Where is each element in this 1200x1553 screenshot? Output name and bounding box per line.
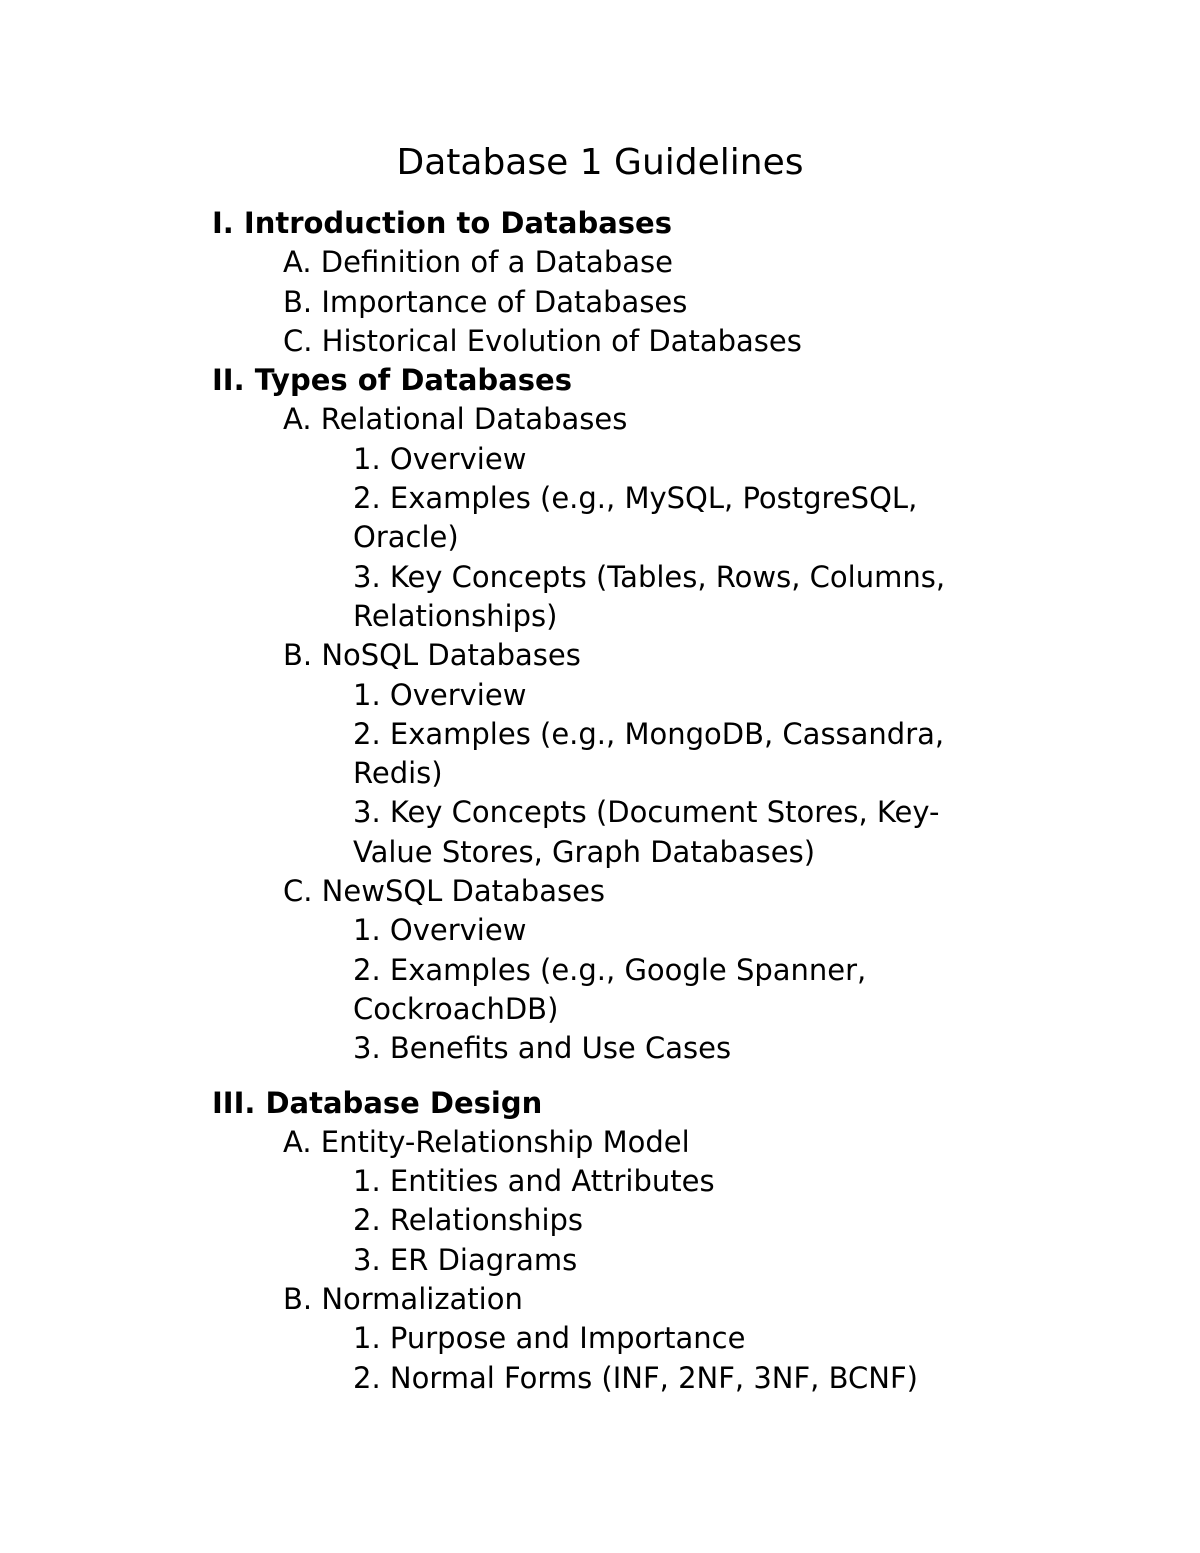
outline-subitem: 2. Normal Forms (INF, 2NF, 3NF, BCNF) (353, 1360, 918, 1395)
outline-subitem-continuation: Relationships) (353, 598, 558, 633)
outline-item: C. NewSQL Databases (283, 874, 606, 909)
outline-item: A. Relational Databases (283, 402, 628, 437)
outline-item: B. Normalization (283, 1282, 523, 1317)
outline-item: B. Importance of Databases (283, 284, 688, 319)
outline-subitem: 3. ER Diagrams (353, 1242, 578, 1277)
outline-item: B. NoSQL Databases (283, 638, 581, 673)
outline-subitem: 3. Key Concepts (Tables, Rows, Columns, (353, 559, 946, 594)
outline-subitem: 1. Entities and Attributes (353, 1164, 715, 1199)
outline-subitem: 1. Overview (353, 913, 527, 948)
outline (0, 204, 1200, 1398)
outline-subitem-continuation: CockroachDB) (353, 991, 559, 1026)
outline-subitem-continuation: Oracle) (353, 520, 459, 555)
outline-item: C. Historical Evolution of Databases (283, 323, 802, 358)
outline-subitem: 3. Benefits and Use Cases (353, 1031, 732, 1066)
outline-subitem: 1. Overview (353, 441, 527, 476)
section-heading: III. Database Design (212, 1085, 543, 1120)
outline-subitem: 2. Examples (e.g., Google Spanner, (353, 952, 867, 987)
outline-subitem: 3. Key Concepts (Document Stores, Key- (353, 795, 940, 830)
outline-subitem: 1. Purpose and Importance (353, 1321, 746, 1356)
outline-subitem: 2. Examples (e.g., MongoDB, Cassandra, (353, 716, 945, 751)
outline-subitem: 2. Relationships (353, 1203, 584, 1238)
section-gap (0, 1069, 1200, 1084)
section-heading: I. Introduction to Databases (212, 206, 672, 240)
outline-subitem: 1. Overview (353, 677, 527, 712)
outline-subitem-continuation: Redis) (353, 756, 443, 791)
outline-subitem: 2. Examples (e.g., MySQL, PostgreSQL, (353, 481, 918, 516)
section-heading: II. Types of Databases (212, 363, 572, 398)
outline-subitem-continuation: Value Stores, Graph Databases) (353, 834, 816, 869)
page-title: Database 1 Guidelines (396, 142, 804, 183)
outline-item: A. Entity-Relationship Model (283, 1124, 690, 1159)
outline-item: A. Definition of a Database (283, 245, 673, 280)
